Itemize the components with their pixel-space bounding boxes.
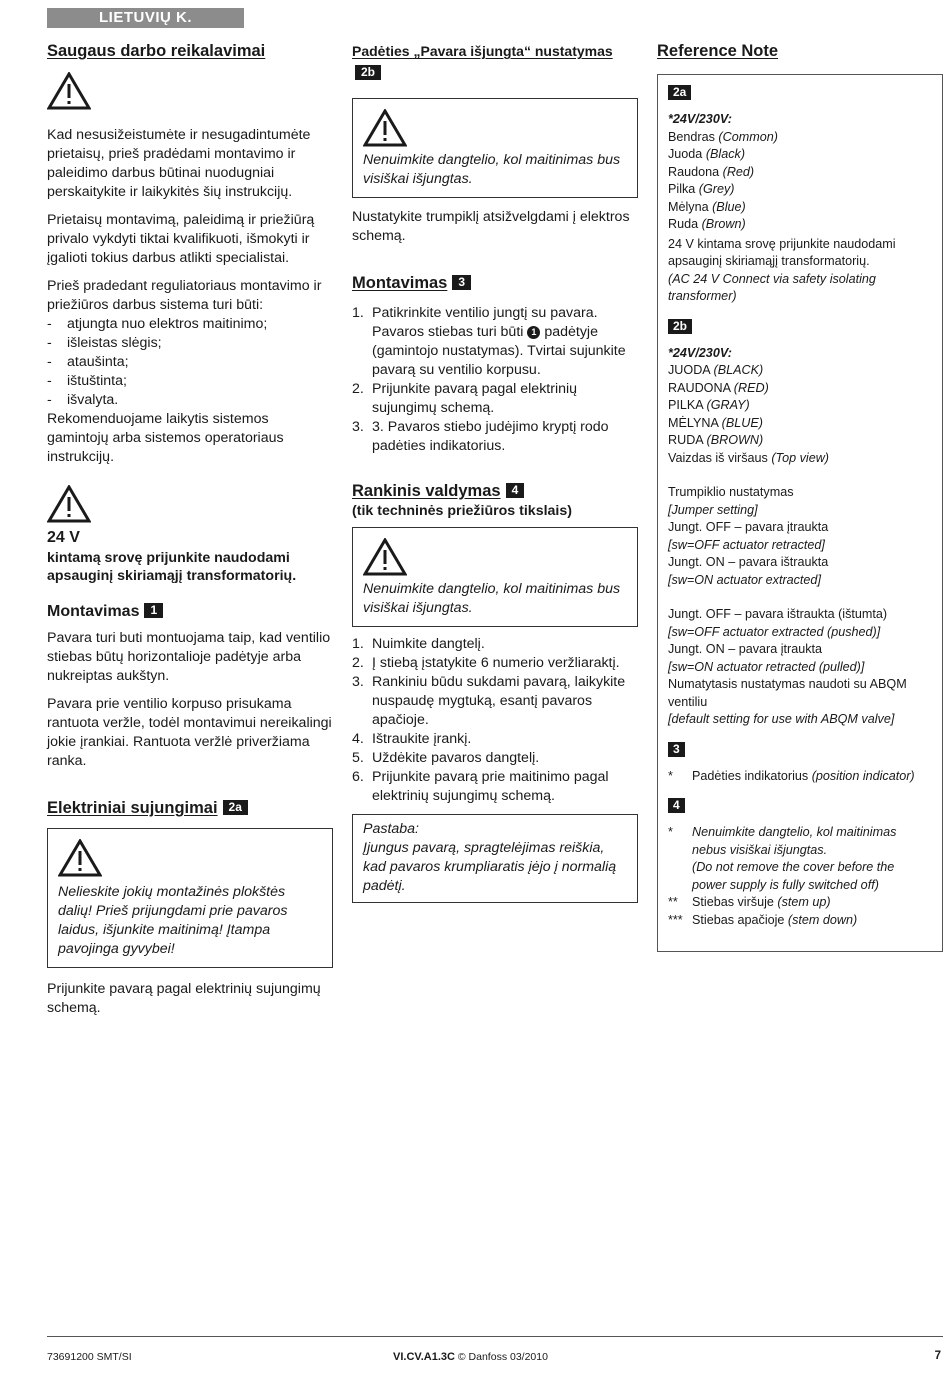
step-text: Patikrinkite ventilio jungtį su pavara. Pavaros stiebas turi būti: [372, 305, 598, 340]
heading-manual-label: Rankinis valdymas: [352, 482, 501, 500]
position-1-icon: 1: [527, 326, 540, 339]
step-text: Prijunkite pavarą prie maitinimo pagal elektrinių sujungimų schemą.: [372, 769, 609, 804]
heading-mounting: [47, 601, 333, 623]
ref-3-list: [668, 768, 932, 786]
step-number: 1.: [352, 636, 364, 652]
jumper-4: Jungt. ON – pavara įtraukta: [668, 642, 823, 656]
step-text: Prijunkite pavarą pagal elektrinių sujungimų schemą.: [372, 381, 578, 416]
figure-badge: 2a: [668, 85, 691, 100]
list-item: [668, 912, 932, 930]
mounting-paragraph-1: Pavara turi buti montuojama taip, kad ventilio stiebas būtų horizontalioje padėtyje arba nukreiptas aukštyn.: [47, 630, 331, 684]
ref-line-lt: Ruda: [668, 217, 699, 231]
manual-warning-text: Nenuimkite dangtelio, kol maitinimas bus visiškai išjungtas.: [363, 581, 621, 616]
ref-2b-lines: [668, 362, 932, 467]
system-state-list: [47, 315, 333, 410]
ref-line-lt: RAUDONA: [668, 380, 731, 395]
list-item: - išvalyta.: [47, 391, 333, 410]
list-item: - ištuštinta;: [47, 372, 333, 391]
list-item: [668, 824, 932, 894]
ref-line-lt: Nenuimkite dangtelio, kol maitinimas nebus visiškai išjungtas.: [692, 825, 897, 857]
ref-line: [668, 216, 932, 234]
default-setting: Numatytasis nustatymas naudoti su ABQM ventiliu: [668, 677, 907, 709]
mounting-paragraph-2: Pavara prie ventilio korpuso prisukama rantuota veržle, todėl montavimui nereikalingi jokie įrankiai. Rantuota veržlė priveržiama ranka.: [47, 696, 332, 769]
heading-mounting-label: Montavimas: [47, 603, 140, 620]
column-right: [657, 40, 943, 952]
list-item: [352, 418, 638, 456]
safety-paragraph-3: Prieš pradedant reguliatoriaus montavimo ir priežiūros darbus sistema turi būti:: [47, 278, 322, 313]
reference-box: [657, 74, 943, 952]
list-item: [352, 730, 638, 749]
figure-badge: 4: [668, 798, 685, 813]
heading-electrical: [47, 797, 333, 819]
step-number: 2.: [352, 655, 364, 671]
manual-subtitle: (tik techninės priežiūros tikslais): [352, 503, 572, 519]
default-setting-en: [default setting for use with ABQM valve]: [668, 712, 895, 726]
list-item: [352, 654, 638, 673]
list-item: - ataušinta;: [47, 353, 333, 372]
star-marker: ***: [668, 912, 683, 927]
ref-line: [668, 164, 932, 182]
step-text: Nuimkite dangtelį.: [372, 636, 485, 652]
step-text: Rankiniu būdu sukdami pavarą, laikykite nuspaudę mygtuką, esantį pavaros apačioje.: [372, 674, 626, 728]
ref-line: [668, 432, 932, 450]
ref-line-en: (Blue): [712, 199, 746, 214]
jumper-3-en: [sw=OFF actuator extracted (pushed)]: [668, 624, 881, 639]
figure-badge: 3: [668, 742, 685, 757]
column-left: [47, 40, 333, 1018]
ref-line-lt: Stiebas apačioje: [692, 912, 785, 927]
figure-badge: 4: [506, 483, 525, 498]
heading-mounting-2-label: Montavimas: [352, 274, 448, 292]
page-number: 7: [934, 1350, 941, 1362]
ref-line-en: (Brown): [701, 217, 746, 231]
ref-line-en: (RED): [733, 380, 769, 395]
ref-line: [668, 181, 932, 199]
heading-safety: Saugaus darbo reikalavimai: [47, 42, 266, 60]
column-middle: [352, 40, 638, 903]
note-text: Įjungus pavarą, spragtelėjimas reiškia, kad pavaros krumpliaratis įėjo į normalią padėtį.: [363, 840, 617, 894]
ref-2b-title: *24V/230V:: [668, 345, 732, 360]
list-item: [668, 768, 932, 786]
heading-position-label: Padėties „Pavara išjungta“ nustatymas: [352, 43, 613, 59]
ref-line-lt: Pilka: [668, 182, 696, 196]
safety-paragraph-4: Rekomenduojame laikytis sistemos gamintojų arba sistemos operatoriaus instrukcijų.: [47, 411, 284, 465]
ref-line: [668, 415, 932, 433]
step-text: Uždėkite pavaros dangtelį.: [372, 750, 540, 766]
ref-line-en: (Common): [718, 129, 778, 144]
ref-line: [668, 362, 932, 380]
jumper-3: Jungt. OFF – pavara ištraukta (ištumta): [668, 607, 888, 621]
ref-line-en: (Do not remove the cover before the power supply is fully switched off): [692, 860, 895, 892]
ref-line-lt: JUODA: [668, 363, 710, 377]
ref-line-en: (Grey): [698, 182, 735, 196]
position-warning-text: Nenuimkite dangtelio, kol maitinimas bus visiškai išjungtas.: [363, 152, 621, 187]
ref-line: [668, 129, 932, 147]
ref-4-list: [668, 824, 932, 929]
step-text-cont: padėtyje (gamintojo nustatymas). Tvirtai sujunkite pavarą su ventilio korpusu.: [372, 324, 626, 378]
star-marker: *: [668, 768, 673, 783]
heading-manual: [352, 480, 638, 502]
note-title: Pastaba:: [363, 821, 420, 837]
warning-icon: [47, 485, 91, 523]
ref-2a-lines: [668, 129, 932, 234]
list-item: [352, 635, 638, 654]
ref-line-en: (GRAY): [706, 398, 750, 412]
jumper-1-en: [sw=OFF actuator retracted]: [668, 537, 825, 552]
list-item: [352, 304, 638, 380]
ref-line-en: (position indicator): [811, 768, 915, 783]
ref-line-en: (Top view): [771, 450, 829, 465]
ref-line-en: (stem down): [787, 912, 858, 927]
voltage-text: kintamą srovę prijunkite naudodami apsauginį skiriamąjį transformatorių.: [47, 550, 297, 584]
heading-reference: Reference Note: [657, 42, 779, 60]
safety-paragraph-1: Kad nesusižeistumėte ir nesugadintumėte prietaisų, prieš pradėdami montavimo ir paleidimo darbus būtinai nuodugniai perskaitykite ir laikykitės šių instrukcijų.: [47, 127, 311, 200]
ref-line-lt: PILKA: [668, 398, 704, 412]
page-footer: [47, 1336, 943, 1371]
jumper-title-en: [Jumper setting]: [668, 502, 758, 517]
figure-badge: 3: [452, 275, 471, 290]
step-number: 1.: [352, 305, 364, 321]
electrical-warning-box: [47, 828, 333, 968]
heading-mounting-2: [352, 272, 638, 294]
ref-line-lt: Padėties indikatorius: [692, 768, 809, 783]
ref-line-lt: Mėlyna: [668, 199, 709, 214]
manual-warning-box: [352, 527, 638, 627]
ref-line: [668, 199, 932, 217]
list-item: - atjungta nuo elektros maitinimo;: [47, 315, 333, 334]
ref-line-lt: Stiebas viršuje: [692, 895, 774, 909]
figure-badge: 2a: [223, 800, 248, 815]
step-text: 3. Pavaros stiebo judėjimo kryptį rodo padėties indikatorius.: [372, 419, 609, 454]
electrical-paragraph: Prijunkite pavarą pagal elektrinių sujungimų schemą.: [47, 981, 321, 1016]
electrical-warning-text: Nelieskite jokių montažinės plokštės dalių! Prieš prijungdami prie pavaros laidus, išjunkite maitinimą! Įtampa pavojinga gyvybei!: [58, 884, 288, 957]
ref-line-lt: Bendras: [668, 129, 715, 144]
figure-badge: 2b: [668, 319, 692, 334]
jumper-title: Trumpiklio nustatymas: [668, 485, 794, 499]
figure-badge: 1: [144, 603, 163, 618]
ref-line: [668, 397, 932, 415]
step-number: 3.: [352, 419, 364, 435]
list-item: [352, 768, 638, 806]
figure-badge: 2b: [355, 65, 381, 80]
jumper-2: Jungt. ON – pavara ištraukta: [668, 555, 829, 569]
document-code-bold: VI.CV.A1.3C: [393, 1351, 455, 1363]
ref-line-en: (Black): [705, 147, 746, 161]
document-number: 73691200 SMT/SI: [47, 1351, 132, 1363]
ref-line-lt: RUDA: [668, 433, 703, 447]
safety-paragraph-2: Prietaisų montavimą, paleidimą ir priežiūrą privalo vykdyti tiktai kvalifikuoti, išmokyti ir įgalioti tokius darbus atlikti specialistai.: [47, 212, 315, 266]
ref-line-lt: Raudona: [668, 164, 720, 179]
position-paragraph: Nustatykite trumpiklį atsižvelgdami į elektros schemą.: [352, 209, 630, 244]
list-item: [352, 673, 638, 730]
ref-line: [668, 380, 932, 398]
step-text: Ištraukite įrankį.: [372, 731, 472, 747]
step-number: 3.: [352, 674, 364, 690]
ref-2a-title: *24V/230V:: [668, 112, 732, 126]
ref-2a-paragraph: 24 V kintama srovę prijunkite naudodami apsauginį skiriamąjį transformatorių.: [668, 236, 896, 268]
ref-line-lt: MĖLYNA: [668, 415, 719, 430]
list-item: [668, 894, 932, 912]
warning-icon: [47, 72, 91, 110]
ref-line-en: (BLACK): [713, 363, 764, 377]
ref-line-en: (BROWN): [706, 433, 764, 447]
warning-icon: [363, 538, 407, 576]
ref-line: [668, 146, 932, 164]
heading-position-setting: [352, 40, 638, 84]
star-marker: *: [668, 825, 673, 839]
step-number: 2.: [352, 381, 364, 397]
ref-line-lt: Vaizdas iš viršaus: [668, 450, 768, 465]
ref-line-en: (stem up): [777, 895, 831, 909]
voltage-title: 24 V: [47, 529, 80, 546]
list-item: [352, 749, 638, 768]
ref-line-lt: Juoda: [668, 147, 703, 161]
list-item: [352, 380, 638, 418]
ref-2a-english: (AC 24 V Connect via safety isolating transformer): [668, 271, 876, 303]
warning-icon: [58, 839, 102, 877]
step-number: 4.: [352, 731, 364, 747]
jumper-4-en: [sw=ON actuator retracted (pulled)]: [668, 659, 865, 674]
mounting-steps: [352, 304, 638, 456]
star-marker: **: [668, 895, 678, 909]
step-number: 5.: [352, 750, 364, 766]
step-text: Į stiebą įstatykite 6 numerio veržliaraktį.: [372, 655, 620, 671]
jumper-1: Jungt. OFF – pavara įtraukta: [668, 520, 829, 534]
jumper-2-en: [sw=ON actuator extracted]: [668, 572, 821, 587]
ref-line-en: (Red): [722, 164, 755, 179]
document-code: [393, 1351, 548, 1363]
note-box: [352, 814, 638, 903]
language-tab: LIETUVIŲ K.: [47, 8, 244, 28]
manual-steps: [352, 635, 638, 806]
heading-electrical-label: Elektriniai sujungimai: [47, 799, 218, 817]
position-warning-box: [352, 98, 638, 198]
list-item: - išleistas slėgis;: [47, 334, 333, 353]
ref-line: [668, 450, 932, 468]
warning-icon: [363, 109, 407, 147]
step-number: 6.: [352, 769, 364, 785]
copyright: © Danfoss 03/2010: [457, 1351, 548, 1363]
ref-line-en: (BLUE): [721, 415, 763, 430]
